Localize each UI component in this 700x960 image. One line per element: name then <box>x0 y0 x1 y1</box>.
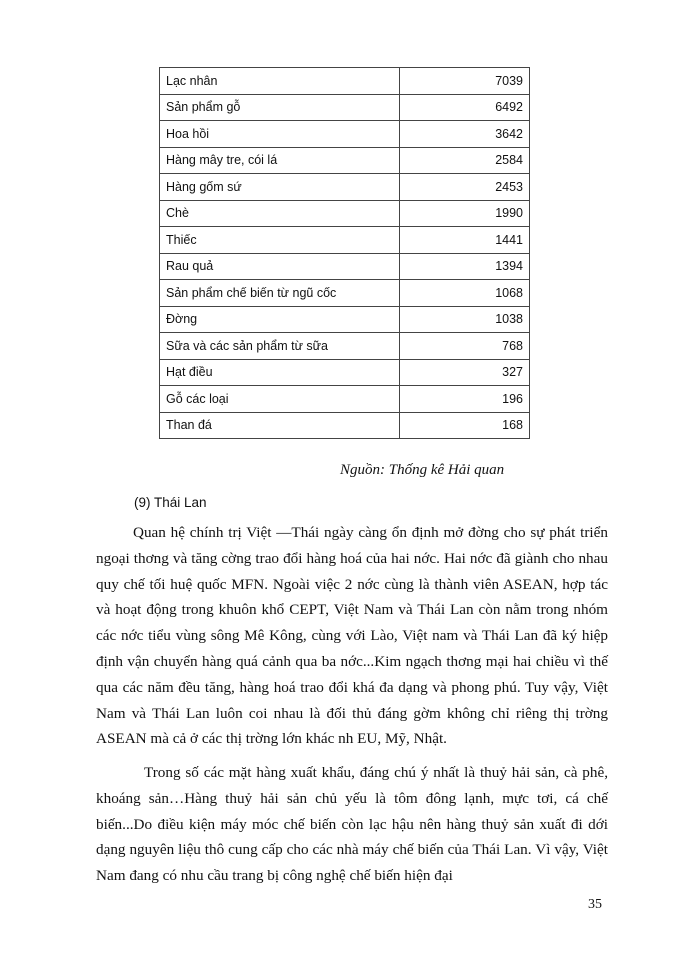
table-row <box>160 227 530 254</box>
product-name-cell: Hoa hồi <box>160 121 400 148</box>
product-name-cell: Thiếc <box>160 227 400 254</box>
table-row <box>160 68 530 95</box>
table-row <box>160 412 530 439</box>
source-note: Nguồn: Thống kê Hải quan <box>340 462 505 478</box>
value-cell: 7039 <box>400 68 530 95</box>
value-cell: 768 <box>400 333 530 360</box>
table-row <box>160 280 530 307</box>
value-cell: 3642 <box>400 121 530 148</box>
product-name-cell: Hạt điều <box>160 359 400 386</box>
value-cell: 2453 <box>400 174 530 201</box>
value-cell: 2584 <box>400 147 530 174</box>
table-row <box>160 147 530 174</box>
table-row <box>160 386 530 413</box>
value-cell: 327 <box>400 359 530 386</box>
paragraph-2: Trong số các mặt hàng xuất khẩu, đáng chú ý nhất là thuỷ hải sản, cà phê, khoáng sản…Hàng thuỷ hải sản chủ yếu là tôm đông lạnh, mực tơi, cá chế biến...Do điều kiện máy móc chế biến còn lạc hậu nên hàng thuỷ sản xuất đi dới dạng nguyên liệu thô cung cấp cho các nhà máy chế biến của Thái Lan. Vì vậy, Việt Nam đang có nhu cầu trang bị công nghệ chế biến hiện đại <box>96 764 608 885</box>
table-row <box>160 174 530 201</box>
table-row <box>160 333 530 360</box>
product-name-cell: Hàng mây tre, cói lá <box>160 147 400 174</box>
value-cell: 196 <box>400 386 530 413</box>
table-row <box>160 94 530 121</box>
product-name-cell: Lạc nhân <box>160 68 400 95</box>
product-name-cell: Rau quả <box>160 253 400 280</box>
value-cell: 1441 <box>400 227 530 254</box>
value-cell: 1068 <box>400 280 530 307</box>
table-row <box>160 200 530 227</box>
section-heading: (9) Thái Lan <box>134 495 207 510</box>
table-row <box>160 306 530 333</box>
product-name-cell: Đờng <box>160 306 400 333</box>
table-body <box>160 68 530 439</box>
table-row <box>160 359 530 386</box>
product-name-cell: Sữa và các sản phẩm từ sữa <box>160 333 400 360</box>
product-name-cell: Sản phẩm chế biến từ ngũ cốc <box>160 280 400 307</box>
product-name-cell: Sản phẩm gỗ <box>160 94 400 121</box>
value-cell: 1990 <box>400 200 530 227</box>
table-row <box>160 253 530 280</box>
table-row <box>160 121 530 148</box>
value-cell: 1038 <box>400 306 530 333</box>
product-name-cell: Chè <box>160 200 400 227</box>
paragraph-1: Quan hệ chính trị Việt —Thái ngày càng ổn định mở đờng cho sự phát triển ngoại thơng và tăng cờng trao đổi hàng hoá của hai nớc. Hai nớc đã giành cho nhau quy chế tối huệ quốc MFN. Ngoài việc 2 nớc cùng là thành viên ASEAN, hợp tác và hoạt động trong khuôn khổ CEPT, Việt Nam và Thái Lan còn nằm trong nhóm các nớc tiểu vùng sông Mê Kông, cùng với Lào, Việt nam và Thái Lan đã ký hiệp định vận chuyển hàng quá cảnh qua ba nớc...Kim ngạch thơng mại hai chiều vì thế qua các năm đều tăng, hàng hoá trao đổi khá đa dạng và phong phú. Tuy vậy, Việt Nam và Thái Lan luôn coi nhau là đối thủ đáng gờm không chỉ riêng thị trờng ASEAN mà cả ở các thị trờng lớn khác nh EU, Mỹ, Nhật. <box>96 524 608 748</box>
value-cell: 1394 <box>400 253 530 280</box>
value-cell: 6492 <box>400 94 530 121</box>
product-name-cell: Hàng gốm sứ <box>160 174 400 201</box>
product-name-cell: Gỗ các loại <box>160 386 400 413</box>
value-cell: 168 <box>400 412 530 439</box>
page-number: 35 <box>588 897 602 912</box>
export-table <box>159 67 530 439</box>
product-name-cell: Than đá <box>160 412 400 439</box>
